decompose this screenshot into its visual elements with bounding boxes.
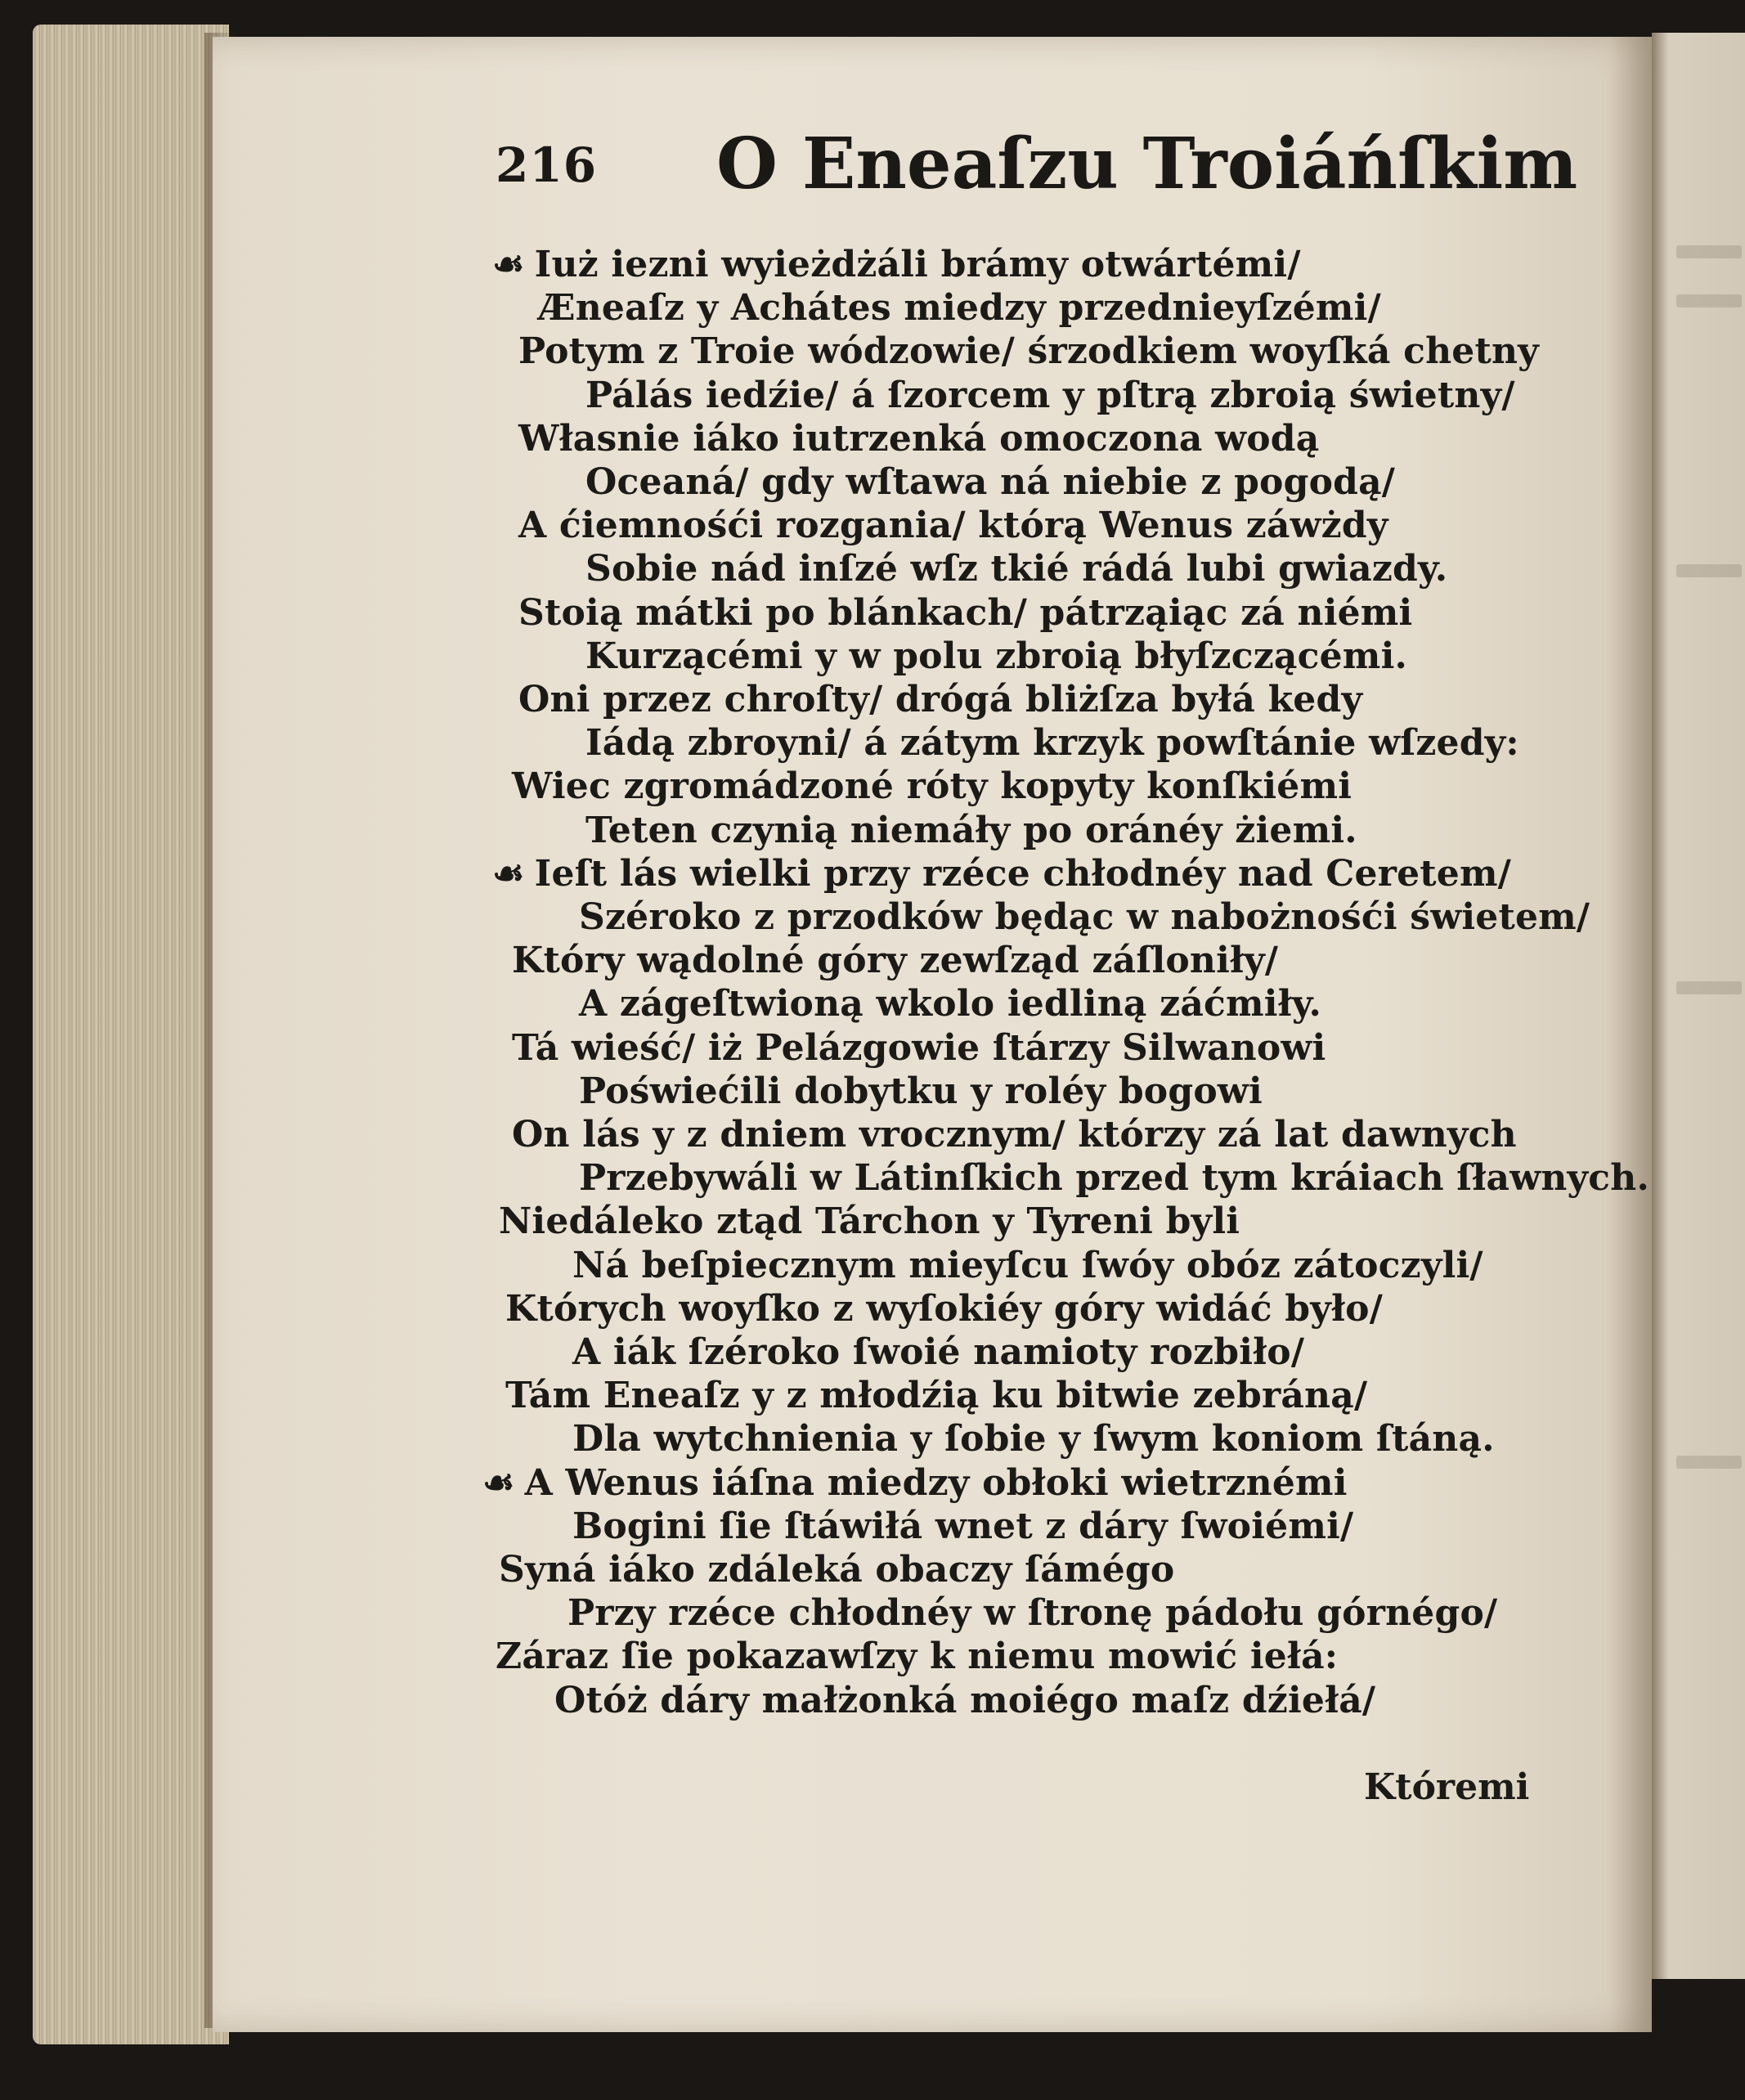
poem-line-text: Stoią mátki po blánkach/ pátrząiąc zá niémi [518, 591, 1413, 634]
poem-line-text: A zágeſtwioną wkolo iedliną záćmiły. [579, 983, 1322, 1025]
poem-line [572, 1331, 1304, 1373]
poem-line [518, 505, 1388, 546]
poem-line [496, 1636, 1338, 1677]
poem-line-text: Przebywáli w Látinſkich przed tym kráiach ſławnych. [579, 1157, 1649, 1200]
poem-line [492, 244, 1301, 285]
facing-page-ghost-line [1676, 981, 1742, 994]
poem-line-text: Dla wytchnienia y ſobie y ſwym koniom ſtáną. [572, 1418, 1495, 1461]
facing-page-ghost-line [1676, 294, 1742, 307]
poem-line [505, 1288, 1383, 1330]
poem-line [554, 1680, 1375, 1721]
poem-line [538, 287, 1381, 329]
facing-page-sliver [1652, 33, 1745, 1979]
paragraph-mark: ☙ [482, 1461, 515, 1504]
poem-line-text: Przy rzéce chłodnéy w ſtronę pádołu górnégo/ [567, 1592, 1498, 1635]
poem-line-text: Ieſt lás wielki przy rzéce chłodnéy nad Ceretem/ [534, 852, 1512, 895]
poem-line-text: Æneaſz y Achátes miedzy przednieyſzémi/ [538, 287, 1381, 330]
poem-line [512, 765, 1352, 807]
paragraph-mark: ☙ [492, 244, 525, 285]
poem-line [579, 1157, 1649, 1199]
poem-line [512, 1114, 1517, 1155]
poem-line-text: Niedáleko ztąd Tárchon y Tyreni byli [499, 1200, 1240, 1243]
poem-line [585, 375, 1515, 416]
poem-line-text: Kurzącémi y w polu zbroią błyſzczącémi. [585, 635, 1407, 677]
poem-line [567, 1592, 1497, 1634]
poem-line-text: Sobie nád inſzé wſz tkié rádá lubi gwiazdy. [585, 548, 1448, 590]
poem-line [518, 679, 1362, 720]
poem-line-text: Iuż iezni wyieżdżáli brámy otwártémi/ [534, 244, 1301, 285]
facing-page-ghost-line [1676, 564, 1742, 577]
poem-line [585, 635, 1407, 677]
poem-line-text: Potym z Troie wódzowie/ śrzodkiem woyſká chetny [518, 330, 1539, 373]
poem-line [518, 418, 1319, 460]
poem-line-text: Otóż dáry małżonká moiégo maſz dźiełá/ [554, 1679, 1376, 1721]
poem-line-text: Poświećili dobytku y roléy bogowi [579, 1070, 1263, 1112]
poem-line [505, 1375, 1367, 1416]
poem-line-text: Syná iáko zdáleká obaczy ſámégo [499, 1549, 1175, 1591]
poem-line [585, 548, 1447, 590]
poem-line-text: A iák ſzéroko ſwoié namioty rozbiło/ [572, 1331, 1305, 1373]
poem-line-text: Iádą zbroyni/ á zátym krzyk powſtánie wſzedy: [585, 722, 1519, 765]
poem-line [492, 853, 1511, 895]
poem-line [585, 722, 1519, 764]
poem-line [482, 1462, 1348, 1504]
poem-line-text: Który wądolné góry zewſząd záſloniły/ [512, 940, 1279, 982]
poem-line-text: Wiec zgromádzoné róty kopyty konſkiémi [512, 765, 1352, 808]
poem-line [579, 896, 1590, 938]
catchword: Któremi [1364, 1766, 1530, 1808]
poem-line [518, 330, 1539, 372]
poem-line-text: Teten czynią niemáły po oránéy żiemi. [585, 809, 1357, 851]
poem-line-text: Tá wieść/ iż Pelázgowie ſtárzy Silwanowi [512, 1026, 1326, 1069]
poem-line-text: Ná beſpiecznym mieyſcu ſwóy obóz zátoczyli/ [572, 1244, 1483, 1286]
running-title: O Eneaſzu Troiáńſkim [716, 123, 1578, 205]
poem-line [579, 1070, 1263, 1112]
poem-line-text: Széroko z przodków będąc w nabożnośći świetem/ [579, 896, 1590, 938]
poem-line-text: On lás y z dniem vrocznym/ którzy zá lat dawnych [512, 1114, 1517, 1155]
poem-line [585, 461, 1395, 503]
poem-line-text: Pálás iedźie/ á ſzorcem y pſtrą zbroią świetny/ [585, 374, 1515, 416]
poem-line-text: Własnie iáko iutrzenká omoczona wodą [518, 417, 1320, 460]
poem-line [572, 1245, 1483, 1286]
poem-line [579, 983, 1321, 1025]
poem-line-text: Tám Eneaſz y z młodźią ku bitwie zebráną/ [505, 1375, 1368, 1417]
poem-line [512, 940, 1278, 981]
poem-line-text: Oni przez chroſty/ drógá bliżſza byłá kedy [518, 679, 1363, 720]
poem-line [572, 1418, 1495, 1460]
poem-line [572, 1505, 1353, 1547]
poem-line-text: Oceaná/ gdy wſtawa ná niebie z pogodą/ [585, 461, 1396, 503]
book-page-edges [33, 25, 229, 2044]
page-number: 216 [496, 137, 598, 193]
facing-page-ghost-line [1676, 1456, 1742, 1469]
poem-line [499, 1200, 1240, 1242]
poem-line-text: A Wenus iáſna miedzy obłoki wietrznémi [524, 1461, 1348, 1504]
poem-line [499, 1549, 1174, 1591]
poem-line [518, 592, 1412, 634]
paragraph-mark: ☙ [492, 852, 525, 895]
poem-line-text: Záraz ſie pokazawſzy k niemu mowić iełá: [496, 1636, 1339, 1678]
poem-line [512, 1027, 1326, 1069]
facing-page-ghost-line [1676, 245, 1742, 258]
poem-line [585, 810, 1357, 851]
poem-line-text: A ćiemnośći rozgania/ którą Wenus záwżdy [518, 505, 1388, 547]
poem-line-text: Których woyſko z wyſokiéy góry widáć było/ [505, 1287, 1383, 1330]
poem-line-text: Bogini ſie ſtáwiłá wnet z dáry ſwoiémi/ [572, 1505, 1354, 1547]
